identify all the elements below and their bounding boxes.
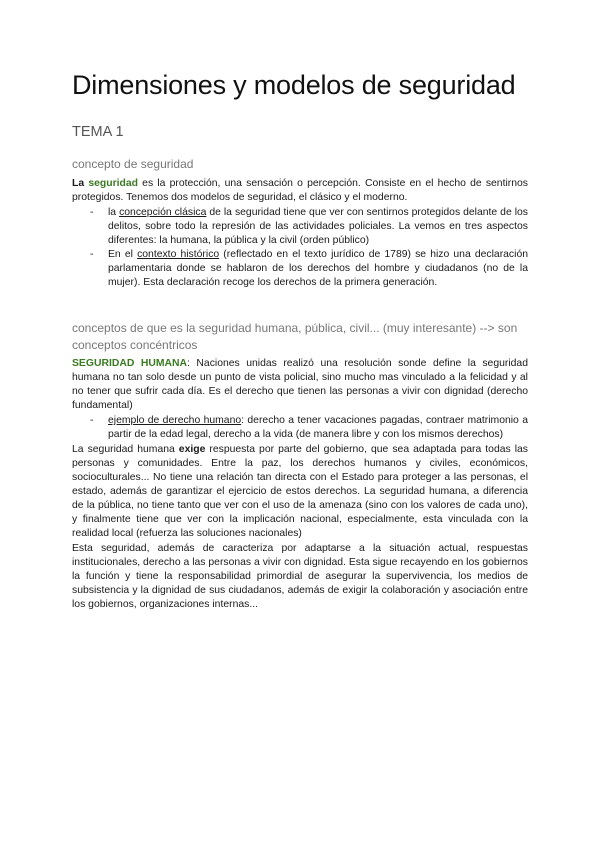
paragraph-esta-seguridad: Esta seguridad, además de caracteriza por adaptarse a la situación actual, respuestas institucionales, derecho a las personas a vivir con dignidad. Esta sigue recayendo en los gobiernos la función y tiene la responsabilidad primordial de asegurar la supervivencia, los medios de subsistencia y la dignidad de sus ciudadanos, además de exigir la colaboración y asociación entre los gobiernos, organizaciones internas... <box>72 543 528 610</box>
paragraph-text: respuesta por parte del gobierno, que sea adaptada para todas las personas y comunidades. Entre la paz, los derechos humanos y civiles, económicos, socioculturales... No tiene una relación tan directa con el Estado para proteger a las personas, el estado, además de garantizar el ejercicio de estos derechos. La seguridad humana, a diferencia de la pública, no tiene tanto que ver con el uso de la amenaza (sino con los valores de cada uno), y finalmente tiene que ver con la implicación nacional, especialmente, esta vinculada con la realidad local (refuerza las soluciones nacionales) <box>72 444 528 539</box>
dash-bullet: - <box>90 415 94 426</box>
bold-term-exige: exige <box>178 444 206 455</box>
paragraph-seguridad-humana <box>72 357 528 413</box>
paragraph-lead: La <box>72 178 85 189</box>
underlined-term: concepción clásica <box>119 207 207 218</box>
list-item-text: En el <box>108 249 138 260</box>
dash-bullet: - <box>90 207 94 218</box>
paragraph-text: : Naciones unidas realizó una resolución sonde define la seguridad humana no tan solo desde un punto de vista policial, sino mucho mas vinculado a la felicidad y al no tener que sufrir cada día. Es el derecho que tienen las personas a vivir con dignidad (derecho fundamental) <box>72 358 528 411</box>
list-item-text: de la seguridad tiene que ver con sentirnos protegidos delante de los delitos, sobre todo la represión de las actividades policiales. La vemos en tres aspectos diferentes: la humana, la pública y la civil (orden público) <box>108 207 528 246</box>
list-item <box>72 248 528 290</box>
underlined-term: ejemplo de derecho humano <box>108 415 242 426</box>
document-title: Dimensiones y modelos de seguridad <box>72 70 516 100</box>
bullet-list-1 <box>72 206 528 290</box>
paragraph-seguridad-definition <box>72 177 528 205</box>
list-item <box>72 206 528 248</box>
paragraph-exige <box>72 443 528 541</box>
section-heading-conceptos: conceptos de que es la seguridad humana, pública, civil... (muy interesante) --> son conceptos concéntricos <box>72 321 518 352</box>
list-item <box>72 414 528 442</box>
dash-bullet: - <box>90 249 94 260</box>
list-item-text: la <box>108 207 120 218</box>
list-item-text: (reflectado en el texto jurídico de 1789) se hizo una declaración parlamentaria donde se hablaron de los derechos del hombre y ciudadanos (no de la mujer). Esta declaración recoge los derechos de la primera generación. <box>108 249 528 288</box>
keyword-seguridad-humana: SEGURIDAD HUMANA <box>72 358 188 369</box>
tema-heading: TEMA 1 <box>72 124 124 140</box>
paragraph-text: es la protección, una sensación o percepción. Consiste en el hecho de sentirnos protegidos. Tenemos dos modelos de seguridad, el clásico y el moderno. <box>72 178 528 203</box>
underlined-term: contexto histórico <box>137 249 220 260</box>
bullet-list-2 <box>72 414 528 442</box>
keyword-seguridad: seguridad <box>88 178 138 189</box>
section-heading-concepto: concepto de seguridad <box>72 157 194 171</box>
list-item-text: : derecho a tener vacaciones pagadas, contraer matrimonio a partir de la edad legal, derecho a la vida (de manera libre y con los mismos derechos) <box>108 415 528 440</box>
paragraph-text: La seguridad humana <box>72 444 179 455</box>
